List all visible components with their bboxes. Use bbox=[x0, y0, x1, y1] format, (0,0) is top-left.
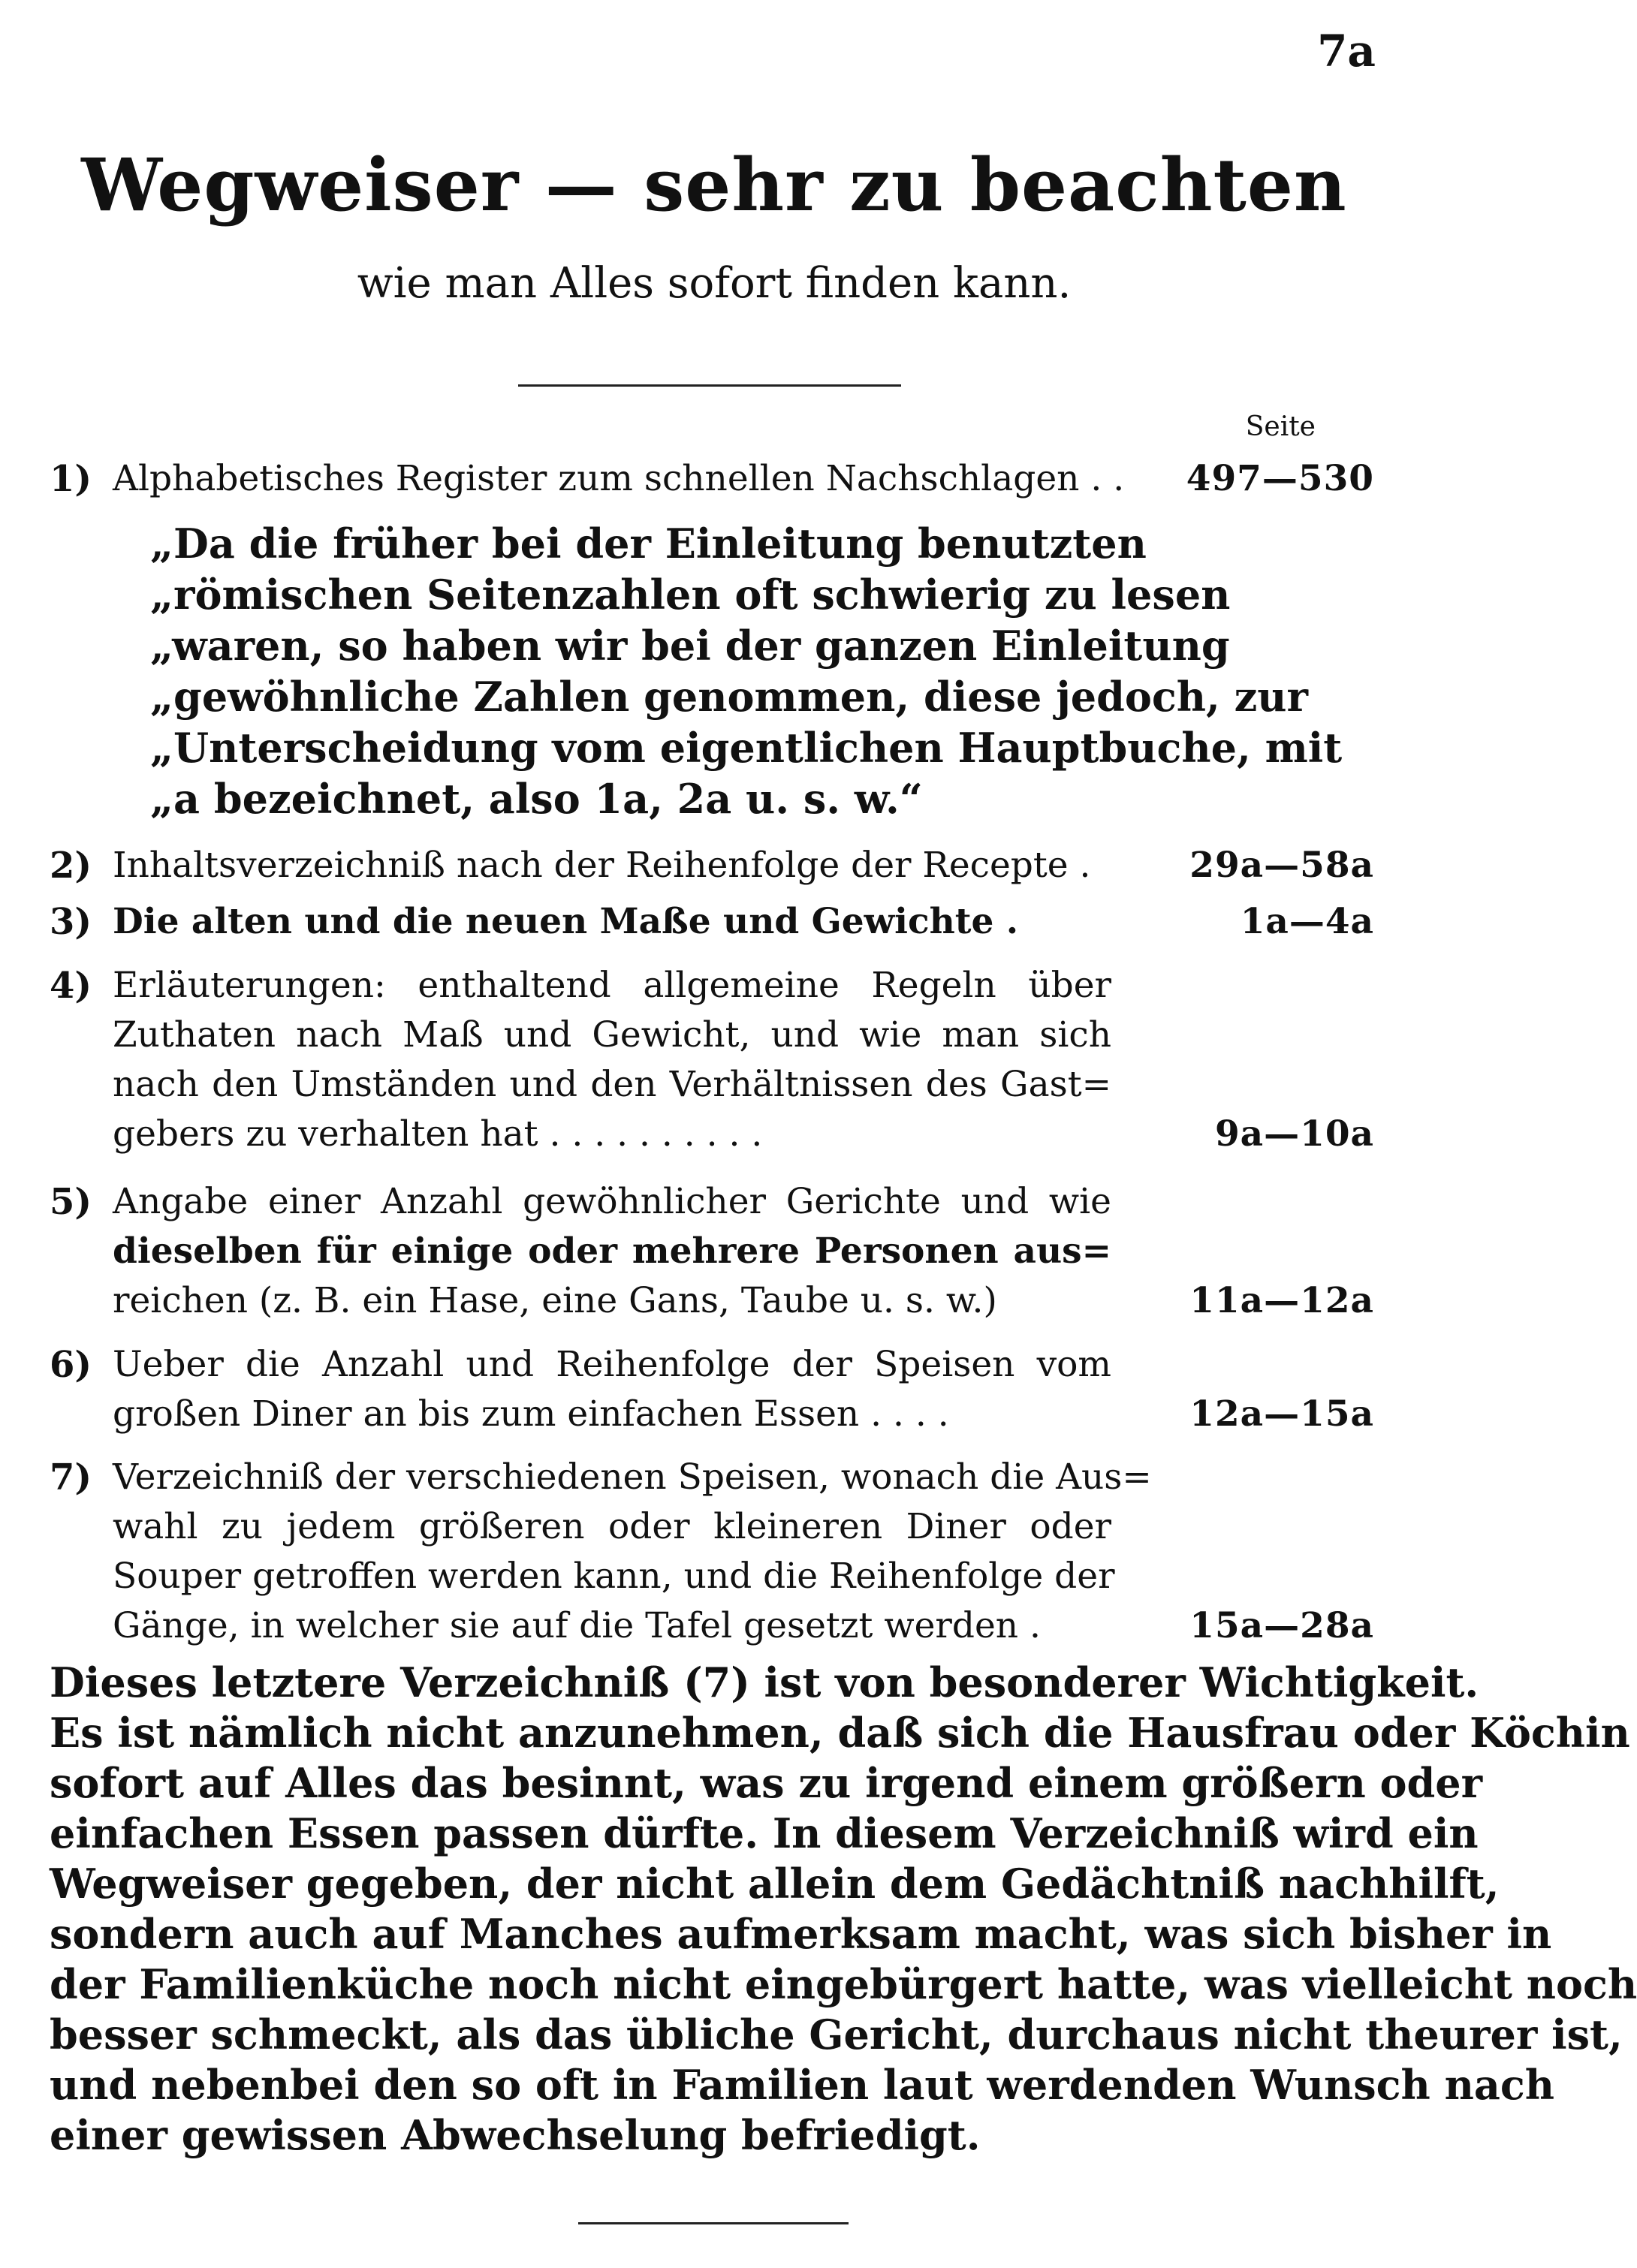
paragraph-line: Wegweiser gegeben, der nicht allein dem Gedächtniß nachhilft, bbox=[50, 1860, 1500, 1908]
paragraph-line: besser schmeckt, als das übliche Gericht, durchaus nicht theurer ist, bbox=[50, 2010, 1623, 2059]
entry-text: Die alten und die neuen Maße und Gewichte . bbox=[113, 901, 1019, 942]
entry-text: Inhaltsverzeichniß nach der Reihenfolge der Recepte . bbox=[113, 845, 1091, 886]
entry-pages: 15a—28a bbox=[1189, 1605, 1374, 1646]
entry-number: 1) bbox=[50, 458, 92, 500]
entry-1 bbox=[0, 454, 1428, 504]
entry-text: Angabe einer Anzahl gewöhnlicher Gerichte und wie dieselben für einige oder mehrere Personen aus= reichen (z. B. ein Hase, eine Gans, Taube u. s. w.) bbox=[113, 1181, 1111, 1321]
entry-number: 2) bbox=[50, 845, 92, 887]
bottom-divider bbox=[578, 2222, 849, 2224]
entry-pages: 12a—15a bbox=[1189, 1393, 1374, 1435]
top-divider bbox=[518, 384, 901, 387]
entry-pages: 29a—58a bbox=[1189, 845, 1374, 886]
entry-pages: 11a—12a bbox=[1189, 1280, 1374, 1321]
paragraph-line: Dieses letztere Verzeichniß (7) ist von besonderer Wichtigkeit. bbox=[50, 1658, 1479, 1706]
paragraph-line: sondern auch auf Manches aufmerksam macht, was sich bisher in bbox=[50, 1910, 1552, 1958]
quote-line: „Da die früher bei der Einleitung benutzten bbox=[150, 520, 1147, 568]
entry-6 bbox=[0, 1340, 1428, 1445]
entry-number: 6) bbox=[50, 1344, 92, 1386]
entry-number: 5) bbox=[50, 1181, 92, 1223]
closing-paragraph bbox=[50, 1658, 1637, 2161]
entry-5 bbox=[0, 1177, 1428, 1335]
paragraph-line: einer gewissen Abwechselung befriedigt. bbox=[50, 2111, 981, 2159]
entry-text: Verzeichniß der verschiedenen Speisen, wonach die Aus= wahl zu jedem größeren oder kleineren Diner oder Souper getroffen werden kann, und die Reihenfolge der Gänge, in welcher sie auf die Tafel gesetzt werden . bbox=[113, 1456, 1152, 1646]
paragraph-line: der Familienküche noch nicht eingebürgert hatte, was vielleicht noch bbox=[50, 1960, 1637, 2008]
page-subtitle: wie man Alles sofort finden kann. bbox=[357, 259, 1072, 308]
entry-number: 4) bbox=[50, 965, 92, 1007]
entry-pages: 9a—10a bbox=[1214, 1113, 1374, 1155]
entry-number: 3) bbox=[50, 901, 92, 943]
paragraph-line: sofort auf Alles das besinnt, was zu irgend einem größern oder bbox=[50, 1759, 1483, 1807]
entry-text: Ueber die Anzahl und Reihenfolge der Speisen vom großen Diner an bis zum einfachen Essen . . . . bbox=[113, 1344, 1111, 1435]
quote-line: „gewöhnliche Zahlen genommen, diese jedoch, zur bbox=[150, 673, 1308, 721]
entry-number: 7) bbox=[50, 1456, 92, 1498]
entry-pages: 497—530 bbox=[1186, 458, 1374, 499]
entry-2 bbox=[0, 841, 1428, 890]
paragraph-line: einfachen Essen passen dürfte. In diesem Verzeichniß wird ein bbox=[50, 1809, 1479, 1857]
seite-column-label: Seite bbox=[1245, 411, 1316, 442]
quote-line: „römischen Seitenzahlen oft schwierig zu lesen bbox=[150, 571, 1231, 619]
note-quote bbox=[150, 518, 1343, 824]
paragraph-line: Es ist nämlich nicht anzunehmen, daß sich die Hausfrau oder Köchin bbox=[50, 1709, 1630, 1757]
entry-4 bbox=[0, 961, 1428, 1171]
page-number: 7a bbox=[1317, 26, 1376, 77]
quote-line: „Unterscheidung vom eigentlichen Hauptbuche, mit bbox=[150, 724, 1343, 772]
quote-line: „waren, so haben wir bei der ganzen Einleitung bbox=[150, 622, 1230, 670]
quote-line: „a bezeichnet, also 1a, 2a u. s. w.“ bbox=[150, 775, 923, 823]
entry-3 bbox=[0, 897, 1428, 947]
page-title: Wegweiser — sehr zu beachten bbox=[81, 143, 1347, 227]
entry-7 bbox=[0, 1453, 1428, 1655]
entry-text: Erläuterungen: enthaltend allgemeine Regeln über Zuthaten nach Maß und Gewicht, und wie man sich nach den Umständen und den Verhältnissen des Gast= gebers zu verhalten hat . . . . . . . . . . bbox=[113, 965, 1111, 1155]
entry-text: Alphabetisches Register zum schnellen Nachschlagen . . bbox=[113, 458, 1125, 499]
entry-pages: 1a—4a bbox=[1240, 901, 1374, 942]
paragraph-line: und nebenbei den so oft in Familien laut werdenden Wunsch nach bbox=[50, 2061, 1554, 2109]
